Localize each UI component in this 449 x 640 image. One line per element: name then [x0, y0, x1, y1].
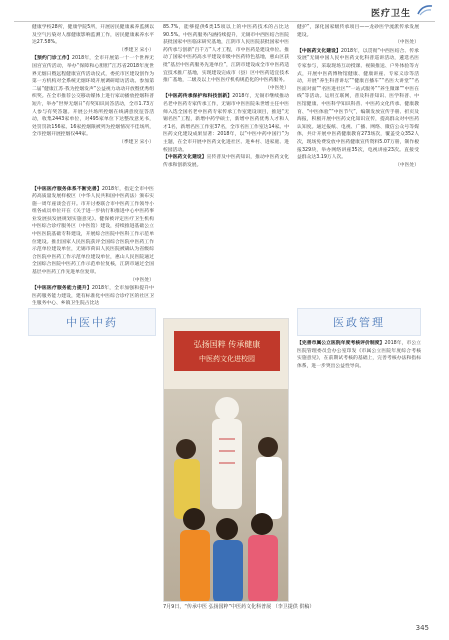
event-photo-illustration [164, 319, 289, 602]
article [32, 55, 154, 139]
section-logo-icon [417, 4, 433, 16]
section-banner-tcm [28, 308, 156, 336]
section-title: 医疗卫生 [370, 9, 411, 19]
anatomy-model [212, 419, 242, 509]
signature: （中医处） [265, 85, 289, 91]
paragraph: 2018年，全市开展第一十一个世界无国宫宣传活动，举办“保障和心胆胆”江苏省2018年度世界无烟日暨远程健康宣传活动仪式，委托市区建设创作为第一方机构对全系统无烟环境开展调研暗访活动。参加第二届“健康江苏·我为控烟发声”公益视力动动开放暨优秀组织奖。在全市推荐公交移动媒体上进行家动播放控烟科普短片，举办“世界无烟日”有奖知识问答活动，全市1.73万人参与有奖答题。开展公共场所控烟在线满意度征答活动，收集2443家单位，对495家单位下达整改意见书，处罚罚款156家。16家控烟限被列为控烟情况不佳场所，全市控烟开展控烟仅44家。 [32, 56, 154, 138]
column-middle [163, 24, 289, 310]
paragraph: 2018年，以贯彻“中西医结合、传承发展”无锡中国人民中医药文化科普巡讲活动，遴选名医专家参与，采取现场互动授课、视频推送、户外体验等方式，开展中医药博物馆健康、健康讲座、专家义诊等活动，开展“养生科普讲坛”“健康百播车”“名医大讲堂”“名医面对面”“名医进社区”“一站式服务”“养生微课”“中医在线”等活动。运用互联网，普及科普知识、医学科普、中医馆健康、中医科学知识科普、中医药文化传承、健康教育、“中医体验”“中医节气”，编制发放宣传手册、折页及海报，积极开展中医药文化知识宣传，提高群众对中医药认知度。通过报纸、电视、广播、网络、微信公众号等媒体，共计开展中医药健康教育273场次，覆盖受众352人次，现场免费发放中医药健康宣传资料5.07万册，制作板报329块，举办网络讲座35次，电视讲座23次。直接受益群众达3.19万人次。 [297, 48, 419, 161]
caption-credit: （李卫提供 供稿） [272, 604, 315, 610]
anatomy-model-head [215, 397, 239, 421]
photo-sign-line1: 弘扬国粹 传承健康 [193, 340, 261, 349]
article-heading: 【完善市属公立医院年度考核评价制度】 [297, 341, 385, 346]
article [297, 48, 419, 162]
signature: （季建卫 宋小） [118, 47, 154, 53]
paragraph: 健康学校28所，健康学院5所，开展居民健康素养监测以及空气污染对人群健康影响监测工作，居民健康素养水平达27.58%。 [32, 25, 154, 46]
page-number: 345 [415, 624, 429, 632]
paragraph: 2018年，无锡市继续推动名老中医药专家传承工作，无锡市中医医院朱世增主任中医师入选全国名老中医药专家传承工作室建设项目，推进“无锡名医”工程，新增中药学硕士，新增中医药优秀人才和人才1名，新增名医工作室37名，全市名医工作室达14家。中医药文化建设成果显著：2018年，以“中医中药中国行”为主题，在全市开展中医药文化进社区、进乡村、进家庭、进校园活动。 [163, 94, 289, 153]
paragraph: 2018年，全市加强和提升中医药服务能力建设，建有标准化中医综合诊疗区的社区卫生服务中心、乡镇卫生院占比达 [32, 286, 154, 307]
paragraph: 85.7%，能够提供6类15项以上的中医药技术的占比达90.5%。中医药服务内涵持续提升，无锡市中西医结合医院获批国家中医临床研究基地，江阴市人民医院获批国家中医药传承与创新“百千万”人才工程，市中医药是建设单位。推动了国家中医药高水平建设市级中医药特色基地，惠山区获批“基层中医药服务先进单位”，江阴市建设成全市中医药适宜技术推广基地，实现建设完成市（县）区中医药适宜技术推广基地，二级及以上中医医疗机构规范化的中医药服务。 [163, 25, 289, 84]
article-heading: 【中医药传承保护和科技创新】 [163, 94, 233, 100]
banner-spacer [32, 148, 154, 186]
event-photo [163, 318, 289, 602]
paragraph: 健护”，深化国家级传承项目——龙砂医学流派传承发展建设。 [297, 25, 419, 38]
paragraph: 2018年，市公立医院管理委员会办公室印发《市属公立医院年度综合考核实施意见》，在前期试考核的基础上，完善考核办法和指标体系，进一步突出公益性导向。 [297, 341, 421, 369]
photo-caption [163, 604, 421, 611]
banner-board [174, 331, 280, 371]
article [163, 93, 289, 154]
article-heading: 【中医医疗服务能力提升】 [32, 286, 92, 292]
article [32, 285, 154, 308]
column-right-lower [297, 340, 421, 402]
banner-label: 医政管理 [333, 316, 385, 329]
paragraph: 宣传普及中医药知识，推动中医药文化传承和创新发展。 [163, 155, 289, 168]
caption-text: 7月9日，“传承中医 弘扬国粹”中医药文化科普展 [163, 604, 272, 610]
section-banner-medical-admin [297, 308, 421, 336]
banner-label: 中医中药 [66, 316, 118, 329]
article-heading: 【中医药文化建设】 [163, 155, 207, 161]
paragraph: 2018年，指定全市中医药高质量发展样板区（中华人民共和国中医药法）颁布实施一周年座谈会召开。市开讨委联合市中医药工作领导小组各成员单位开在《关于进一步执行和推进中心中医药事业发展扶发展规划实施意见》。健保被评定医疗卫生机构中医综合诊疗服务区（中医馆）建设，持续推进基础公立中医医院基础专科建设，开展综合医院中医科工作示范单位建设。推出国家人民医院获评全国综合医院中医药工作示范单位建设单位，无锡市荷田人民医院被确认为省级综合医院中医药工作示范单位建设单位，惠山人民医院通过全国综合医院中医药工作示范单位复核，江阴市通过全国基层中医药工作先进单位复审。 [32, 186, 154, 276]
article-heading: 【中医医疗服务体系不断完善】 [32, 186, 102, 192]
signature: （中医处） [130, 277, 154, 283]
article [32, 186, 154, 277]
signature: （中医处） [395, 40, 419, 46]
article [163, 154, 289, 169]
page-header [0, 0, 449, 20]
photo-sign-line2: 中医药文化进校园 [199, 355, 255, 363]
article-heading: 【预约门诊工作】 [32, 56, 72, 62]
article [297, 340, 421, 370]
column-right [297, 24, 419, 310]
signature: （中医处） [395, 162, 419, 168]
signature: （季建卫 宋小） [118, 139, 154, 145]
header-divider [14, 21, 435, 22]
article-heading: 【中医药文化建设】 [297, 48, 341, 54]
